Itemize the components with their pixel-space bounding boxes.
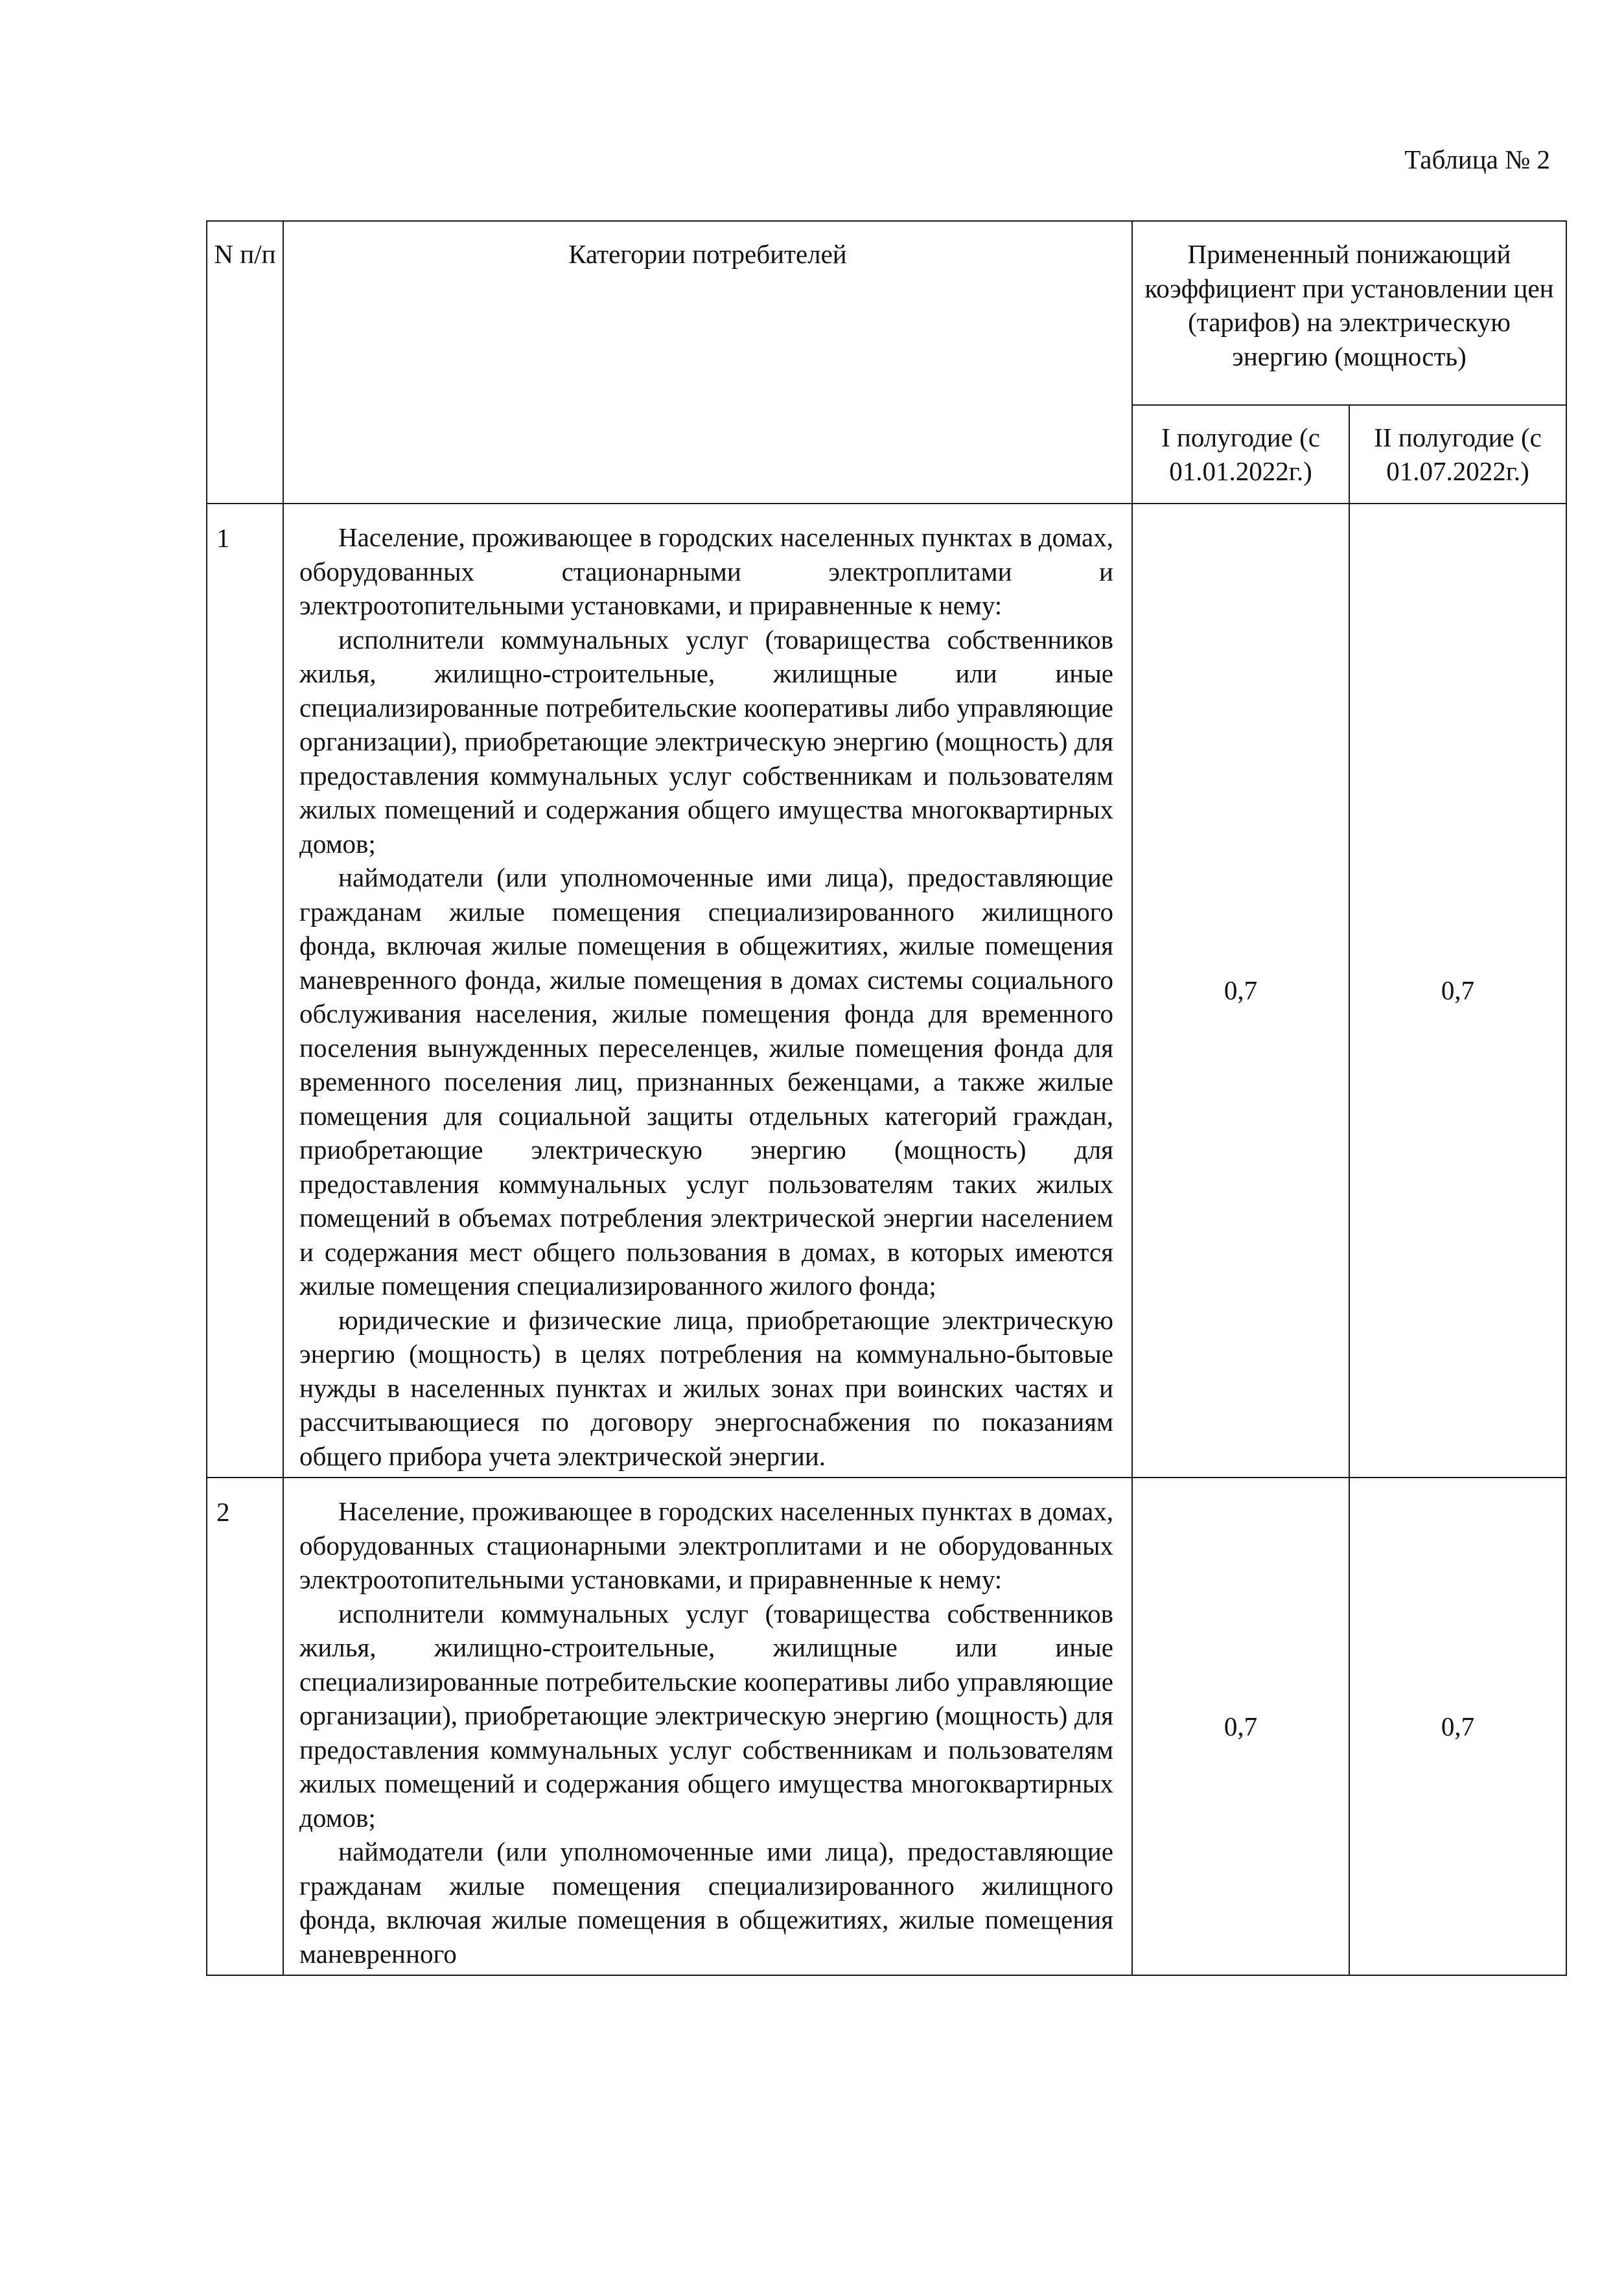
second-half-value: 0,7 (1349, 504, 1566, 1478)
header-first-half: I полугодие (с 01.01.2022г.) (1132, 405, 1349, 504)
table-row (207, 1478, 1566, 1975)
table-header-row (207, 221, 1566, 405)
header-number: N п/п (207, 221, 283, 504)
category-paragraph: наймодатели (или уполномоченные ими лица), предоставляющие гражданам жилые помещения специализированного жилищного фонда, включая жилые помещения в общежитиях, жилые помещения маневренного (299, 1837, 1113, 1969)
row-category-text (283, 504, 1132, 1478)
header-coefficient: Примененный понижающий коэффициент при установлении цен (тарифов) на электрическую энергию (мощность) (1132, 221, 1566, 405)
header-second-half: II полугодие (с 01.07.2022г.) (1349, 405, 1566, 504)
coefficients-table (206, 220, 1567, 1976)
table-number-label: Таблица № 2 (1404, 145, 1550, 174)
row-number: 1 (207, 504, 283, 1478)
category-paragraph: исполнители коммунальных услуг (товарищества собственников жилья, жилищно-строительные, жилищные или иные специализированные потребительские кооперативы либо управляющие организации), приобретающие электрическую энергию (мощность) для предоставления коммунальных услуг собственникам и пользователям жилых помещений и содержания общего имущества многоквартирных домов; (299, 624, 1113, 859)
row-category-text (283, 1478, 1132, 1975)
category-paragraph: исполнители коммунальных услуг (товарищества собственников жилья, жилищно-строительные, жилищные или иные специализированные потребительские кооперативы либо управляющие организации), приобретающие электрическую энергию (мощность) для предоставления коммунальных услуг собственникам и пользователям жилых помещений и содержания общего имущества многоквартирных домов; (299, 1598, 1113, 1833)
first-half-value: 0,7 (1132, 1478, 1349, 1975)
category-paragraph: наймодатели (или уполномоченные ими лица), предоставляющие гражданам жилые помещения специализированного жилищного фонда, включая жилые помещения в общежитиях, жилые помещения маневренного фонда, жилые помещения в домах системы социального обслуживания населения, жилые помещения фонда для временного поселения вынужденных переселенцев, жилые помещения фонда для временного поселения лиц, признанных беженцами, а также жилые помещения для социальной защиты отдельных категорий граждан, приобретающие электрическую энергию (мощность) для предоставления коммунальных услуг пользователям таких жилых помещений в объемах потребления электрической энергии населением и содержания мест общего пользования в домах, в которых имеются жилые помещения специализированного жилого фонда; (299, 863, 1113, 1301)
header-category: Категории потребителей (283, 221, 1132, 504)
category-paragraph: юридические и физические лица, приобретающие электрическую энергию (мощность) в целях потребления на коммунально-бытовые нужды в населенных пунктах и жилых зонах при воинских частях и рассчитывающиеся по договору энергоснабжения по показаниям общего прибора учета электрической энергии. (299, 1305, 1113, 1471)
first-half-value: 0,7 (1132, 504, 1349, 1478)
category-paragraph: Население, проживающее в городских населенных пунктах в домах, оборудованных стационарными электроплитами и не оборудованных электроотопительными установками, и приравненные к нему: (299, 1496, 1113, 1594)
row-number: 2 (207, 1478, 283, 1975)
category-paragraph: Население, проживающее в городских населенных пунктах в домах, оборудованных стационарными электроплитами и электроотопительными установками, и приравненные к нему: (299, 522, 1113, 620)
table-row (207, 504, 1566, 1478)
second-half-value: 0,7 (1349, 1478, 1566, 1975)
